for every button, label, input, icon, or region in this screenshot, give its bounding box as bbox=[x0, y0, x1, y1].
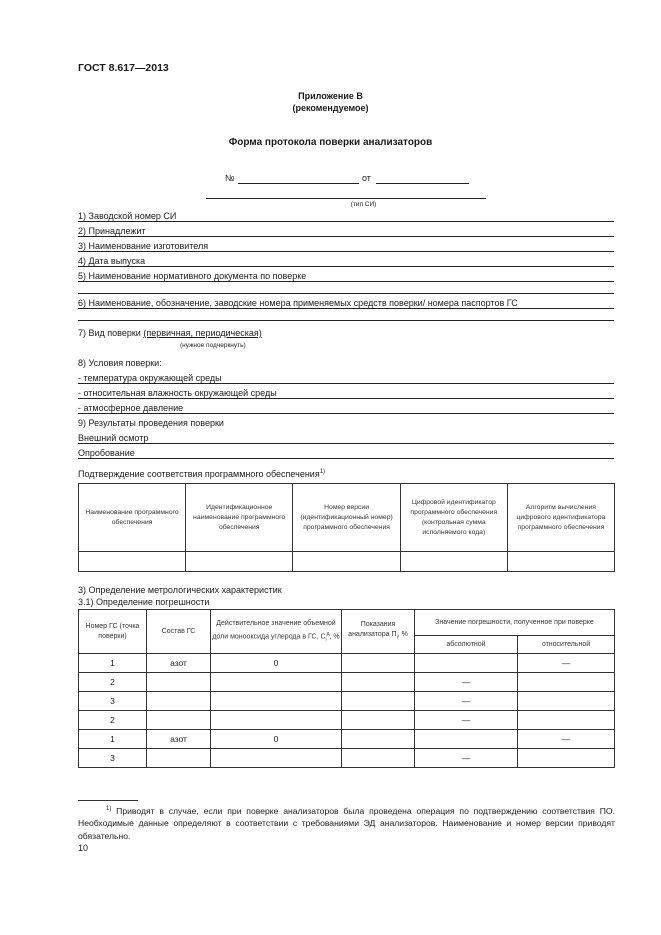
cell-actual bbox=[211, 749, 342, 768]
col-reading: Показания анализатора $П_i$, % bbox=[342, 610, 415, 654]
verification-kind-note: (нужное подчеркнуть) bbox=[180, 342, 246, 349]
field-pressure: - атмосферное давление bbox=[78, 403, 184, 413]
cell-composition: азот bbox=[147, 654, 211, 673]
cell-reading[interactable] bbox=[342, 730, 415, 749]
cell-relative[interactable] bbox=[518, 692, 615, 711]
field-temperature: - температура окружающей среды bbox=[78, 373, 222, 383]
software-cell[interactable] bbox=[293, 552, 400, 572]
field-5-line[interactable] bbox=[78, 281, 614, 282]
cell-composition bbox=[147, 711, 211, 730]
cell-actual bbox=[211, 711, 342, 730]
col-error: Значение погрешности, полученное при поверке bbox=[415, 610, 615, 636]
table-row bbox=[79, 749, 615, 768]
cell-reading[interactable] bbox=[342, 673, 415, 692]
cell-reading[interactable] bbox=[342, 749, 415, 768]
error-header-row-1 bbox=[79, 610, 615, 636]
cell-actual: 0 bbox=[211, 654, 342, 673]
software-col-id-name: Идентификационное наименование программного обеспечения bbox=[186, 484, 293, 552]
software-cell[interactable] bbox=[507, 552, 614, 572]
field-6-line[interactable] bbox=[78, 308, 614, 309]
field-1-line[interactable] bbox=[78, 221, 614, 222]
cell-composition bbox=[147, 749, 211, 768]
footnote-divider bbox=[78, 800, 138, 801]
field-serial-number: 1) Заводской номер СИ bbox=[78, 211, 177, 221]
software-data-row bbox=[79, 552, 615, 572]
col-number: Номер ГС (точка поверки) bbox=[79, 610, 147, 654]
software-cell[interactable] bbox=[79, 552, 186, 572]
pressure-line[interactable] bbox=[78, 413, 614, 414]
cell-absolute[interactable] bbox=[415, 654, 518, 673]
field-humidity: - относительная влажность окружающей среды bbox=[78, 388, 277, 398]
cell-absolute[interactable] bbox=[415, 730, 518, 749]
col-relative: относительной bbox=[518, 636, 615, 654]
cell-absolute[interactable]: — bbox=[415, 692, 518, 711]
cell-reading[interactable] bbox=[342, 654, 415, 673]
software-col-checksum: Цифровой идентификатор программного обеспечения (контрольная сумма исполняемого кода) bbox=[400, 484, 507, 552]
testing-line[interactable] bbox=[78, 458, 614, 459]
cell-relative[interactable]: — bbox=[518, 730, 615, 749]
field-results: 9) Результаты проведения поверки bbox=[78, 418, 224, 428]
software-title: Подтверждение соответствия программного обеспечения$^{1)}$ bbox=[78, 469, 326, 479]
error-table bbox=[78, 609, 615, 768]
field-release-date: 4) Дата выпуска bbox=[78, 256, 146, 266]
col-composition: Состав ГС bbox=[147, 610, 211, 654]
software-table bbox=[78, 483, 615, 572]
page-number: 10 bbox=[78, 843, 89, 853]
field-conditions: 8) Условия поверки: bbox=[78, 358, 162, 368]
field-verification-kind: 7) Вид поверки (первичная, периодическая) bbox=[78, 328, 262, 338]
software-col-algorithm: Алгоритм вычисления цифрового идентификатора программного обеспечения bbox=[507, 484, 614, 552]
device-type-line[interactable] bbox=[206, 198, 486, 199]
cell-reading[interactable] bbox=[342, 711, 415, 730]
software-col-version: Номер версии (идентификационный номер) программного обеспечения bbox=[293, 484, 400, 552]
field-verification-means: 6) Наименование, обозначение, заводские номера применяемых средств поверки/ номера паспортов ГС bbox=[78, 298, 518, 308]
cell-number: 3 bbox=[79, 692, 147, 711]
from-label: от bbox=[362, 173, 371, 183]
cell-absolute[interactable]: — bbox=[415, 711, 518, 730]
cell-number: 3 bbox=[79, 749, 147, 768]
device-type-caption: (тип СИ) bbox=[350, 201, 377, 208]
table-row bbox=[79, 673, 615, 692]
cell-actual: 0 bbox=[211, 730, 342, 749]
verification-kind-options[interactable]: (первичная, периодическая) bbox=[143, 328, 262, 338]
cell-reading[interactable] bbox=[342, 692, 415, 711]
field-manufacturer: 3) Наименование изготовителя bbox=[78, 241, 209, 251]
field-2-line[interactable] bbox=[78, 236, 614, 237]
table-row bbox=[79, 730, 615, 749]
form-title: Форма протокола поверки анализаторов bbox=[228, 137, 433, 148]
col-actual: Действительное значение объемной доли монооксида углерода в ГС, $C_i^д$, % bbox=[211, 610, 342, 654]
footnote: $^{1)}$ Приводят в случае, если при поверке анализаторов была проведена операция по подтверждению соответствия ПО. Необходимые данные определяют в соответствии с требованиями ЭД анализаторов. Наименование и номер версии приводят обязательно. bbox=[78, 805, 616, 841]
field-testing: Опробование bbox=[78, 448, 135, 458]
cell-relative[interactable] bbox=[518, 673, 615, 692]
date-input-line[interactable] bbox=[376, 183, 469, 184]
software-cell[interactable] bbox=[186, 552, 293, 572]
cell-absolute[interactable]: — bbox=[415, 673, 518, 692]
cell-actual bbox=[211, 673, 342, 692]
cell-number: 1 bbox=[79, 654, 147, 673]
table-row bbox=[79, 711, 615, 730]
col-absolute: абсолютной bbox=[415, 636, 518, 654]
cell-number: 1 bbox=[79, 730, 147, 749]
document-header: ГОСТ 8.617—2013 bbox=[78, 62, 169, 74]
number-label: № bbox=[225, 173, 235, 183]
field-owner: 2) Принадлежит bbox=[78, 226, 146, 236]
cell-relative[interactable] bbox=[518, 711, 615, 730]
appendix-subtitle: (рекомендуемое) bbox=[292, 103, 369, 113]
humidity-line[interactable] bbox=[78, 398, 614, 399]
table-row bbox=[79, 654, 615, 673]
field-visual-inspection: Внешний осмотр bbox=[78, 433, 149, 443]
number-input-line[interactable] bbox=[238, 183, 359, 184]
cell-composition bbox=[147, 673, 211, 692]
field-6-line-2[interactable] bbox=[78, 320, 614, 321]
field-4-line[interactable] bbox=[78, 266, 614, 267]
cell-actual bbox=[211, 692, 342, 711]
software-header-row bbox=[79, 484, 615, 552]
software-cell[interactable] bbox=[400, 552, 507, 572]
table-row bbox=[79, 692, 615, 711]
metro-title: 3) Определение метрологических характеристик bbox=[78, 585, 282, 595]
field-3-line[interactable] bbox=[78, 251, 614, 252]
field-normative-doc: 5) Наименование нормативного документа по поверке bbox=[78, 271, 307, 281]
cell-number: 2 bbox=[79, 711, 147, 730]
field-5-line-2[interactable] bbox=[78, 293, 614, 294]
temperature-line[interactable] bbox=[78, 383, 614, 384]
cell-relative[interactable]: — bbox=[518, 654, 615, 673]
cell-relative[interactable] bbox=[518, 749, 615, 768]
metro-subtitle: 3.1) Определение погрешности bbox=[78, 597, 210, 607]
visual-inspection-line[interactable] bbox=[78, 443, 614, 444]
cell-composition bbox=[147, 692, 211, 711]
cell-absolute[interactable]: — bbox=[415, 749, 518, 768]
software-col-name: Наименование программного обеспечения bbox=[79, 484, 186, 552]
appendix-title: Приложение В bbox=[298, 91, 363, 101]
cell-number: 2 bbox=[79, 673, 147, 692]
cell-composition: азот bbox=[147, 730, 211, 749]
